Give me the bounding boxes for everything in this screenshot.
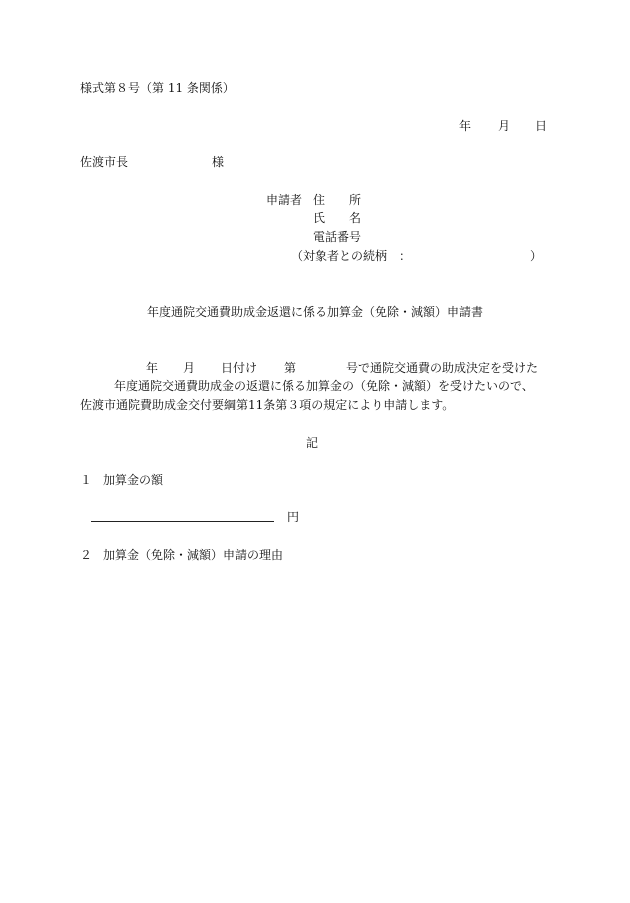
body-line1-rest: 号で通院交通費の助成決定を受けた <box>346 361 539 375</box>
date-year: 年 <box>459 119 472 133</box>
body-year: 年 <box>146 361 159 375</box>
body-line3: 佐渡市通院費助成金交付要綱第11条第３項の規定により申請します。 <box>80 398 455 412</box>
addressee-honorific: 様 <box>212 155 225 169</box>
date-month: 月 <box>498 119 511 133</box>
ki-heading: 記 <box>306 436 319 450</box>
form-number: 様式第８号（第 11 条関係） <box>80 81 235 95</box>
addressee-name: 佐渡市長 <box>80 155 129 169</box>
document-title: 年度通院交通費助成金返還に係る加算金（免除・減額）申請書 <box>147 305 484 319</box>
body-dated: 日付け <box>221 361 258 375</box>
applicant-phone-label: 電話番号 <box>313 230 362 244</box>
item-1-label: 加算金の額 <box>103 473 164 487</box>
body-month: 月 <box>183 361 196 375</box>
applicant-relation-close: ） <box>530 249 543 263</box>
item-2-number: ２ <box>80 548 93 562</box>
applicant-relation-label: （対象者との続柄 ： <box>291 249 412 263</box>
applicant-address-label: 住 所 <box>313 193 362 207</box>
applicant-label: 申請者 <box>266 193 303 207</box>
body-dai: 第 <box>284 361 297 375</box>
applicant-name-label: 氏 名 <box>313 211 362 225</box>
date-day: 日 <box>535 119 548 133</box>
body-line2: 年度通院交通費助成金の返還に係る加算金の（免除・減額）を受けたいので、 <box>114 379 534 393</box>
yen-unit: 円 <box>287 510 300 524</box>
amount-underline <box>91 521 274 522</box>
item-1-number: １ <box>80 473 93 487</box>
item-2-label: 加算金（免除・減額）申請の理由 <box>103 548 284 562</box>
